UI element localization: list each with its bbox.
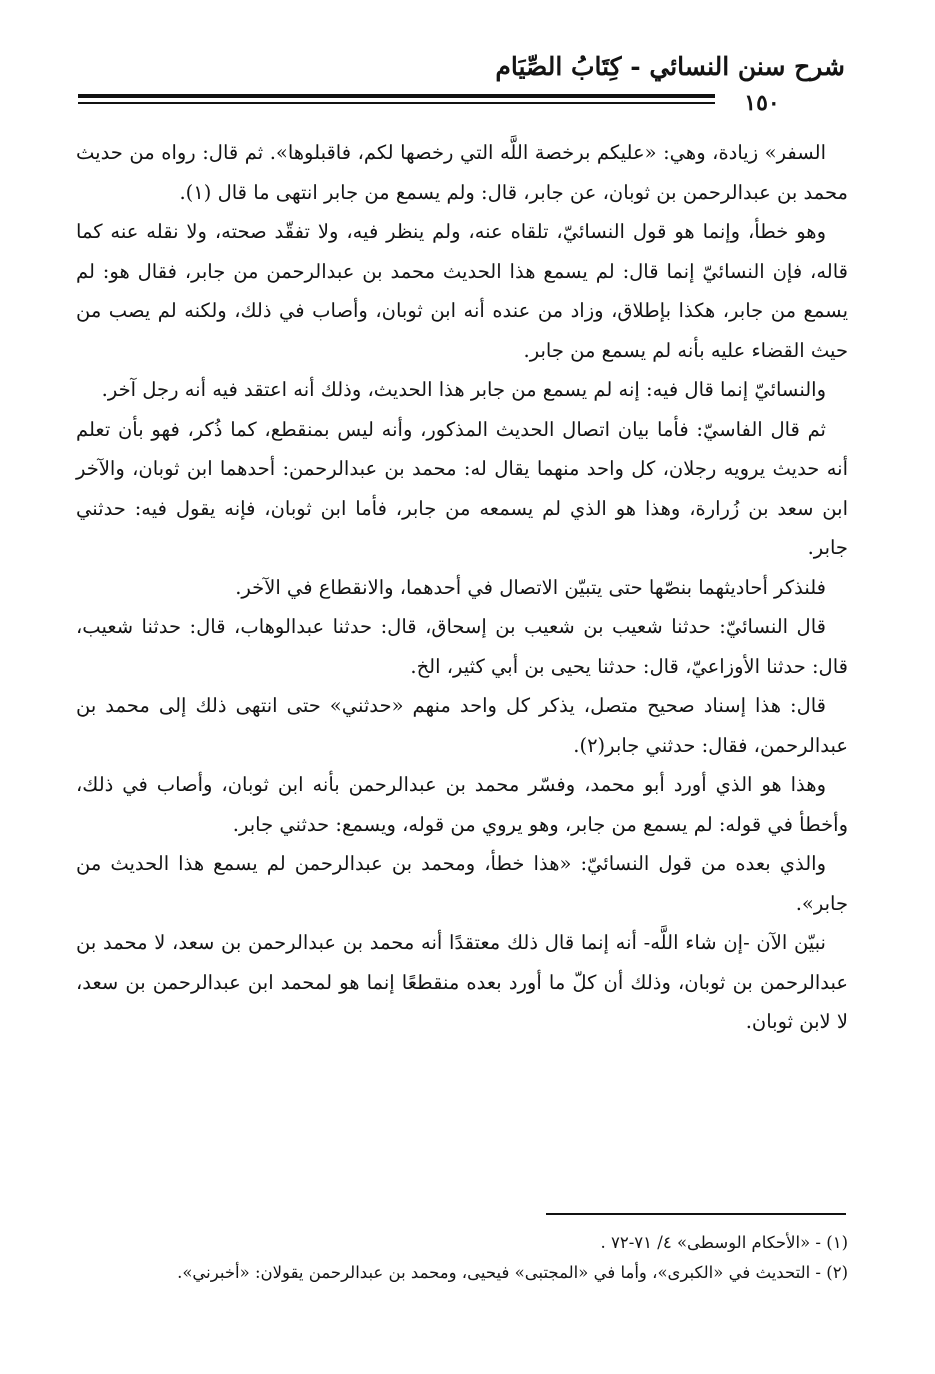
- paragraph: قال: هذا إسناد صحيح متصل، يذكر كل واحد منهم «حدثني» حتى انتهى ذلك إلى محمد بن عبدالرحمن، فقال: حدثني جابر(٢).: [76, 694, 848, 757]
- header-rule-thick: [78, 94, 715, 98]
- footnote-separator: [546, 1213, 846, 1215]
- running-title: شرح سنن النسائي - كِتَابُ الصِّيَام: [495, 52, 845, 81]
- header-rule-thin: [78, 102, 715, 104]
- paragraph: وهو خطأ، وإنما هو قول النسائيّ، تلقاه عنه، ولم ينظر فيه، ولا تفقّد صحته، ولا نقله عنه كما قاله، فإن النسائيّ إنما قال: لم يسمع هذا الحديث محمد بن عبدالرحمن من جابر، فقال هو: لم يسمع من جابر، هكذا بإطلاق، وزاد من عنده أنه ابن ثوبان، وأصاب في ذلك، ولكنه لم يصب من حيث القضاء عليه بأنه لم يسمع من جابر.: [76, 220, 848, 362]
- paragraph: وهذا هو الذي أورد أبو محمد، وفسّر محمد بن عبدالرحمن بأنه ابن ثوبان، وأصاب في ذلك، وأخطأ في قوله: لم يسمع من جابر، وهو يروي من قوله، ويسمع: حدثني جابر.: [76, 773, 848, 836]
- footnote: (١) - «الأحكام الوسطى» ٤/ ٧١-٧٢ .: [600, 1233, 848, 1252]
- paragraph: فلنذكر أحاديثهما بنصّها حتى يتبيّن الاتصال في أحدهما، والانقطاع في الآخر.: [235, 575, 826, 599]
- page-number: ١٥٠: [744, 90, 780, 116]
- footnotes: [70, 1228, 848, 1288]
- paragraph: قال النسائيّ: حدثنا شعيب بن شعيب بن إسحاق، قال: حدثنا عبدالوهاب، قال: حدثنا شعيب، قال: حدثنا الأوزاعيّ، قال: حدثنا يحيى بن أبي كثير، الخ.: [76, 615, 848, 678]
- footnote: (٢) - التحديث في «الكبرى»، وأما في «المجتبى» فيحيى، ومحمد بن عبدالرحمن يقولان: «أخبرني».: [177, 1263, 848, 1282]
- paragraph: نبيّن الآن -إن شاء اللَّه- أنه إنما قال ذلك معتقدًا أنه محمد بن عبدالرحمن بن سعد، لا محمد بن عبدالرحمن بن ثوبان، وذلك أن كلّ ما أورد بعده منقطعًا إنما هو لمحمد ابن عبدالرحمن بن سعد، لا لابن ثوبان.: [76, 931, 848, 1033]
- paragraph: والذي بعده من قول النسائيّ: «هذا خطأ، ومحمد بن عبدالرحمن لم يسمع هذا الحديث من جابر».: [76, 852, 848, 915]
- paragraph: ثم قال الفاسيّ: فأما بيان اتصال الحديث المذكور، وأنه ليس بمنقطع، كما ذُكر، فهو بأن تعلم أنه حديث يرويه رجلان، كل واحد منهما يقال له: محمد بن عبدالرحمن: أحدهما ابن ثوبان، والآخر ابن سعد بن زُرارة، وهذا هو الذي لم يسمعه من جابر، فأما ابن ثوبان، فإنه يقول فيه: حدثني جابر.: [76, 417, 848, 559]
- paragraph: والنسائيّ إنما قال فيه: إنه لم يسمع من جابر هذا الحديث، وذلك أنه اعتقد فيه أنه رجل آخر.: [101, 378, 826, 401]
- body-text: [76, 133, 848, 1042]
- paragraph: السفر» زيادة، وهي: «عليكم برخصة اللَّه التي رخصها لكم، فاقبلوها». ثم قال: رواه من حديث محمد بن عبدالرحمن بن ثوبان، عن جابر، قال: ولم يسمع من جابر انتهى ما قال (١).: [76, 141, 848, 204]
- header-rule: [78, 94, 715, 104]
